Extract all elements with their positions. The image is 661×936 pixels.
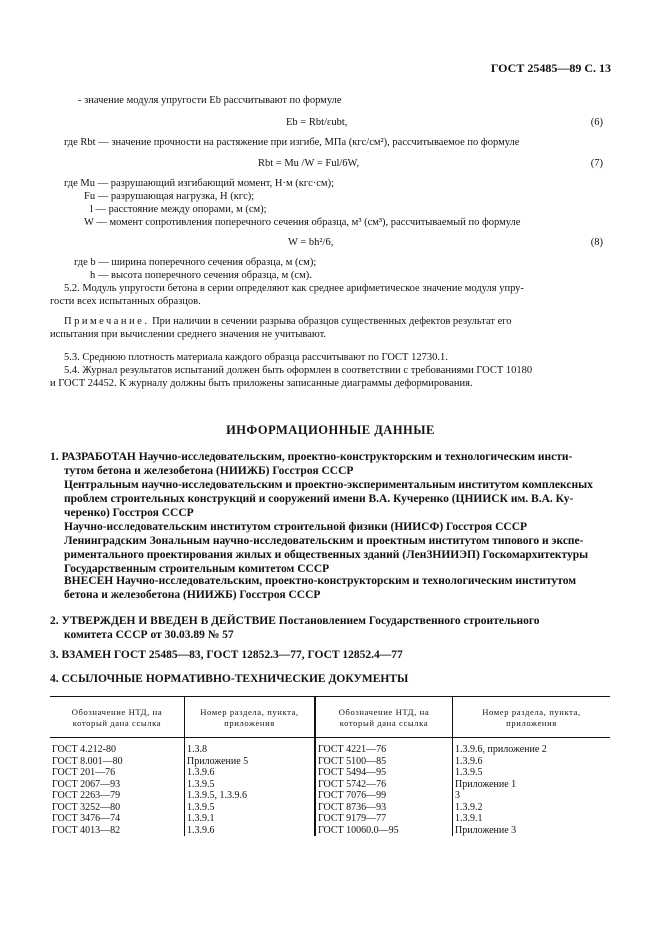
info-line: проблем строительных конструкций и сооружений имени В.А. Кучеренко (ЦНИИСК им. В.А. Ку- bbox=[64, 493, 574, 505]
equation-number: (6) bbox=[590, 117, 603, 128]
info-line: Государственным строительным комитетом СССР bbox=[64, 563, 330, 575]
info-line: ВНЕСЕН Научно-исследовательским, проектно-конструкторским и технологическим институтом bbox=[64, 575, 577, 587]
text-line: и ГОСТ 24452. К журналу должны быть приложены записанные диаграммы деформирования. bbox=[50, 378, 473, 389]
table-cell: ГОСТ 4.212-80 ГОСТ 8.001—80 ГОСТ 201—76 ГОСТ 2067—93 ГОСТ 2263—79 ГОСТ 3252—80 ГОСТ 3476—74 ГОСТ 4013—82 bbox=[52, 744, 123, 836]
info-section-4: 4. ССЫЛОЧНЫЕ НОРМАТИВНО-ТЕХНИЧЕСКИЕ ДОКУМЕНТЫ bbox=[50, 673, 409, 685]
reference-table bbox=[50, 696, 610, 836]
text-line: где Mu — разрушающий изгибающий момент, Н·м (кгс·см); bbox=[64, 178, 334, 189]
info-section-3: 3. ВЗАМЕН ГОСТ 25485—83, ГОСТ 12852.3—77, ГОСТ 12852.4—77 bbox=[50, 649, 403, 661]
formula-8: W = bh²/6, bbox=[288, 237, 334, 248]
text-line: W — момент сопротивления поперечного сечения образца, м³ (см³), рассчитываемый по формуле bbox=[84, 217, 521, 228]
info-line: тутом бетона и железобетона (НИИЖБ) Госстроя СССР bbox=[64, 465, 354, 477]
text-line: 5.2. Модуль упругости бетона в серии определяют как среднее арифметическое значение модуля упру- bbox=[64, 283, 524, 294]
table-cell: 1.3.9.6, приложение 2 1.3.9.6 1.3.9.5 Приложение 1 3 1.3.9.2 1.3.9.1 Приложение 3 bbox=[453, 738, 611, 837]
text-line: Fu — разрушающая нагрузка, Н (кгс); bbox=[84, 191, 255, 202]
page-header: ГОСТ 25485—89 С. 13 bbox=[490, 61, 611, 75]
info-line: Научно-исследовательским институтом строительной физики (НИИСФ) Госстроя СССР bbox=[64, 521, 528, 533]
column-header: Номер раздела, пункта, приложения bbox=[185, 697, 316, 738]
note-label: Примечание. bbox=[64, 316, 150, 327]
info-section-2 bbox=[50, 614, 540, 642]
note-text: При наличии в сечении разрыва образцов существенных дефектов результат его bbox=[149, 316, 512, 327]
text-line: - значение модуля упругости Eb рассчитывают по формуле bbox=[78, 95, 342, 106]
info-line: 1. РАЗРАБОТАН Научно-исследовательским, проектно-конструкторским и технологическим инсти- bbox=[50, 451, 573, 463]
section-title: ИНФОРМАЦИОННЫЕ ДАННЫЕ bbox=[226, 423, 435, 437]
info-line: бетона и железобетона (НИИЖБ) Госстроя СССР bbox=[64, 589, 321, 601]
info-section-1b bbox=[64, 574, 576, 602]
equation-number: (8) bbox=[590, 237, 603, 248]
info-line: 2. УТВЕРЖДЕН И ВВЕДЕН В ДЕЙСТВИЕ Постановлением Государственного строительного bbox=[50, 615, 540, 627]
formula-7: Rbt = Mu /W = Ful/6W, bbox=[258, 158, 360, 169]
text-line: 5.3. Среднюю плотность материала каждого образца рассчитывают по ГОСТ 12730.1. bbox=[64, 352, 448, 363]
text-line: l — расстояние между опорами, м (см); bbox=[90, 204, 267, 215]
table-cell: 1.3.8 Приложение 5 1.3.9.6 1.3.9.5 1.3.9.5, 1.3.9.6 1.3.9.5 1.3.9.1 1.3.9.6 bbox=[185, 738, 316, 837]
text-line: 5.4. Журнал результатов испытаний должен быть оформлен в соответствии с требованиями ГОСТ 10180 bbox=[64, 365, 533, 376]
equation-number: (7) bbox=[590, 158, 603, 169]
text-line: где Rbt — значение прочности на растяжение при изгибе, МПа (кгс/см²), рассчитываемое по формуле bbox=[64, 137, 520, 148]
table-cell: ГОСТ 4221—76 ГОСТ 5100—85 ГОСТ 5494—95 ГОСТ 5742—76 ГОСТ 7076—99 ГОСТ 8736—93 ГОСТ 9179—77 ГОСТ 10060.0—95 bbox=[315, 738, 453, 837]
text-line: где b — ширина поперечного сечения образца, м (см); bbox=[74, 257, 317, 268]
info-line: черенко) Госстроя СССР bbox=[64, 507, 194, 519]
info-line: Центральным научно-исследовательским и проектно-экспериментальным институтом комплексных bbox=[64, 479, 593, 491]
info-line: комитета СССР от 30.03.89 № 57 bbox=[64, 629, 234, 641]
info-section-1 bbox=[50, 450, 593, 576]
note-line bbox=[64, 315, 512, 328]
formula-6: Eb = Rbt/εubt, bbox=[286, 117, 348, 128]
column-header: Обозначение НТД, на который дана ссылка bbox=[50, 697, 185, 738]
column-header: Обозначение НТД, на который дана ссылка bbox=[315, 697, 453, 738]
column-header: Номер раздела, пункта, приложения bbox=[453, 697, 611, 738]
info-line: риментального проектирования жилых и общественных зданий (ЛенЗНИИЭП) Госкомархитектуры bbox=[64, 549, 589, 561]
note-line-2: испытания при вычислении среднего значения не учитывают. bbox=[50, 329, 327, 340]
text-line: h — высота поперечного сечения образца, м (см). bbox=[90, 270, 312, 281]
info-line: Ленинградским Зональным научно-исследовательским и проектным институтом типового и экспе- bbox=[64, 535, 584, 547]
text-line: гости всех испытанных образцов. bbox=[50, 296, 201, 307]
